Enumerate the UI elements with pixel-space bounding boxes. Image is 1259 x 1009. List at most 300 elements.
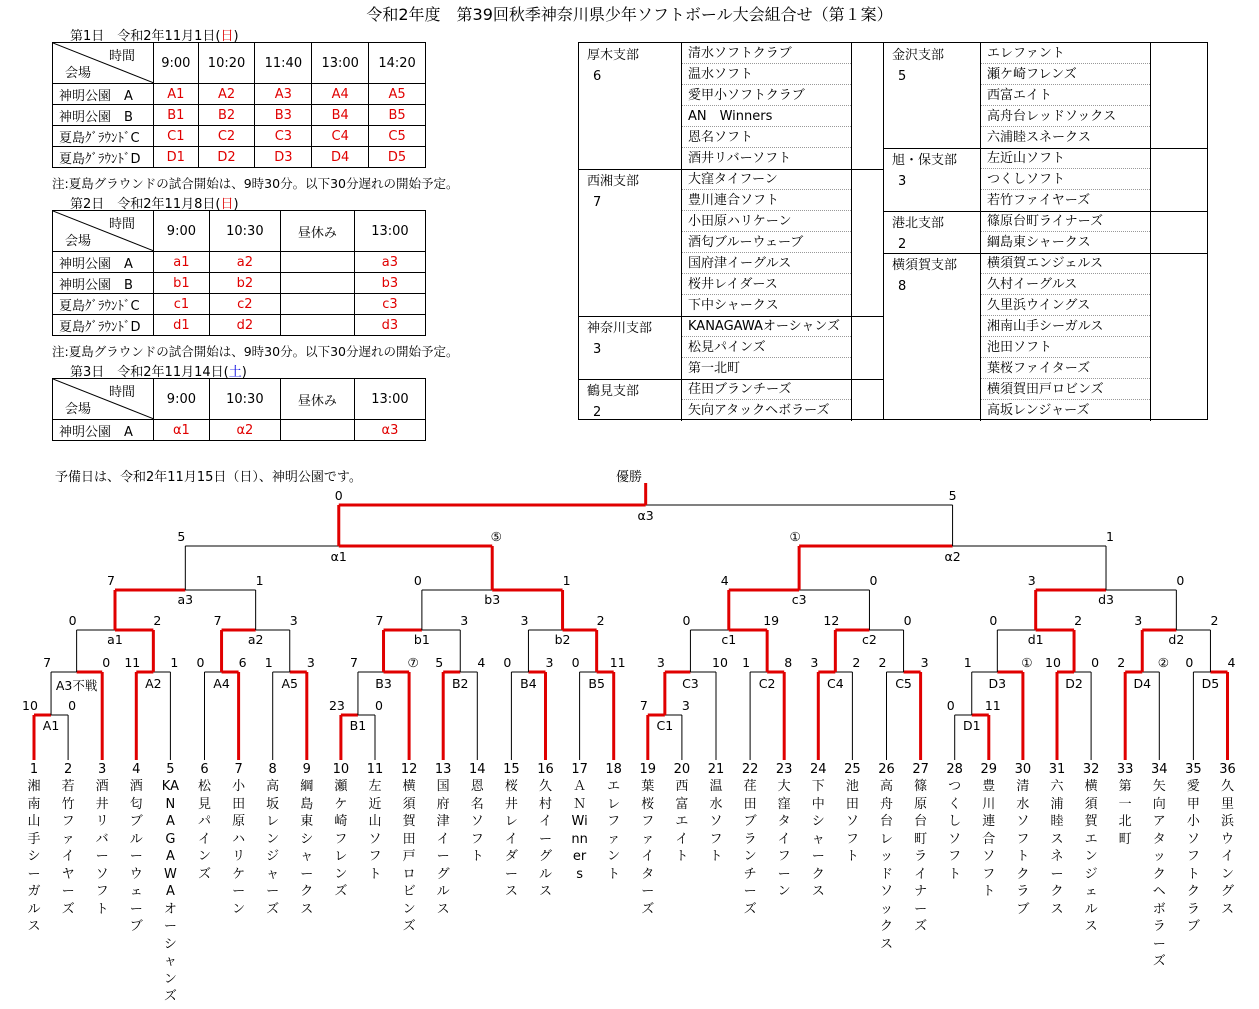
branch-count: 3 xyxy=(593,342,602,357)
score: 19 xyxy=(763,613,780,628)
team-name: 国府津イーグルス xyxy=(436,779,450,917)
score: 10 xyxy=(712,655,728,670)
team-number: 1 xyxy=(29,762,39,777)
score: 4 xyxy=(720,573,729,588)
day1-label: 第1日 令和2年11月1日( xyxy=(70,29,221,44)
team-entry xyxy=(434,762,452,918)
score: 2 xyxy=(1117,655,1126,670)
game-code: A4 xyxy=(312,84,369,105)
game-code: C3 xyxy=(255,126,312,147)
game-code: D3 xyxy=(255,147,312,168)
branch-team: 左近山ソフト xyxy=(981,148,1150,169)
score: 8 xyxy=(784,655,793,670)
team-number: 21 xyxy=(707,762,725,777)
first-round-label: C4 xyxy=(827,676,844,691)
score: 0 xyxy=(946,698,955,713)
prelim-label: C1 xyxy=(656,718,674,733)
page-title: 令和2年度 第39回秋季神奈川県少年ソフトボール大会組合せ（第１案） xyxy=(366,5,893,24)
quarter-label: b3 xyxy=(484,592,501,607)
day3-weekday: 土 xyxy=(228,365,242,380)
branch-team: 横須賀エンジェルス xyxy=(981,253,1150,274)
team-entry xyxy=(230,762,248,918)
branch-team: 大窪タイフーン xyxy=(682,169,851,190)
team-name: 高舟台レッドソックス xyxy=(879,779,893,952)
score: 7 xyxy=(213,613,222,628)
score: 1 xyxy=(963,655,972,670)
time-header: 昼休み xyxy=(280,379,354,420)
team-name: 桜井レイダース xyxy=(504,779,518,899)
team-entry xyxy=(298,762,316,918)
branch-team: 国府津イーグルス xyxy=(682,253,851,274)
branch-count: 8 xyxy=(898,279,907,294)
score: 1 xyxy=(170,655,179,670)
header-venue-label: 会場 xyxy=(65,402,92,417)
branch-team: 恩名ソフト xyxy=(682,127,851,148)
score: 2 xyxy=(1210,613,1219,628)
game-code: d2 xyxy=(209,315,280,336)
team-entry xyxy=(809,762,827,901)
branch-team: KANAGAWAオーシャンズ xyxy=(682,316,851,337)
time-header: 11:40 xyxy=(255,43,312,84)
team-name: 横須賀エンジェルス xyxy=(1084,779,1098,934)
team-name: 恩名ソフト xyxy=(470,779,484,864)
r16-label: b2 xyxy=(554,632,571,647)
reserve-day-note: 予備日は、令和2年11月15日（日）、神明公園です。 xyxy=(55,470,362,485)
score: 7 xyxy=(107,573,115,588)
first-round-label: B4 xyxy=(520,676,537,691)
score: 4 xyxy=(477,655,486,670)
game-code: d3 xyxy=(354,315,425,336)
score: 1 xyxy=(1106,529,1114,544)
team-number: 12 xyxy=(400,762,418,777)
game-code: α2 xyxy=(209,420,280,441)
team-number: 4 xyxy=(132,762,141,777)
quarter-label: d3 xyxy=(1098,592,1114,607)
score: 5 xyxy=(177,529,186,544)
game-code: A2 xyxy=(198,84,255,105)
team-number: 31 xyxy=(1048,762,1066,777)
venue-cell: 神明公園 A xyxy=(53,252,154,273)
score: 3 xyxy=(681,698,690,713)
score: 0 xyxy=(869,573,878,588)
score: 0 xyxy=(1091,655,1100,670)
r16-label: d1 xyxy=(1027,632,1044,647)
branch-team: 綱島東シャークス xyxy=(987,235,1091,250)
score: 3 xyxy=(920,655,929,670)
team-entry xyxy=(673,762,691,866)
team-number: 14 xyxy=(469,762,486,777)
team-name: 小田原ハリケーン xyxy=(232,779,246,917)
team-name: 横須賀田戸ロビンズ xyxy=(402,779,416,934)
first-round-label: D3 xyxy=(988,676,1007,691)
team-name: つくしソフト xyxy=(948,779,962,882)
first-round-label: C3 xyxy=(682,676,699,691)
day2-heading: 第2日 令和2年11月8日(日) xyxy=(70,197,239,212)
team-entry xyxy=(196,762,214,883)
score: 3 xyxy=(1134,613,1143,628)
team-number: 2 xyxy=(63,762,73,777)
score: 11 xyxy=(984,698,1001,713)
branch-team: 久里浜ウイングス xyxy=(981,295,1150,316)
branch-count: 3 xyxy=(898,174,907,189)
score: 3 xyxy=(460,613,469,628)
score: 0 xyxy=(903,613,912,628)
time-header: 昼休み xyxy=(280,211,354,252)
team-name: 瀬ケ崎フレンズ xyxy=(334,779,348,899)
team-number: 29 xyxy=(980,762,998,777)
team-entry xyxy=(332,762,350,901)
first-round-label: B2 xyxy=(451,676,469,691)
score: 11 xyxy=(609,655,626,670)
branch-team: 久村イーグルス xyxy=(981,274,1150,295)
game-code: a3 xyxy=(354,252,425,273)
team-number: 7 xyxy=(234,762,243,777)
game-code: B5 xyxy=(369,105,426,126)
time-header: 13:00 xyxy=(354,379,425,420)
branch-team: 温水ソフト xyxy=(682,64,851,85)
score: 3 xyxy=(289,613,298,628)
game-code: α1 xyxy=(154,420,210,441)
score: 0 xyxy=(196,655,205,670)
team-entry xyxy=(468,762,486,866)
score: 10 xyxy=(22,698,38,713)
score: 0 xyxy=(571,655,580,670)
score: ① xyxy=(789,529,801,544)
team-name: 矢向アタックヘボラーズ xyxy=(1152,779,1166,969)
first-round-label: A3不戦 xyxy=(55,678,98,693)
score: 0 xyxy=(68,698,77,713)
team-number: 5 xyxy=(166,762,175,777)
team-name: 下中シャークス xyxy=(811,779,825,899)
time-header: 9:00 xyxy=(154,379,210,420)
r16-label: a1 xyxy=(107,632,123,647)
team-name: 第一北町 xyxy=(1118,779,1132,847)
game-code: D5 xyxy=(369,147,426,168)
first-round-label: B3 xyxy=(375,676,392,691)
score: 11 xyxy=(124,655,141,670)
score: ⑦ xyxy=(407,655,419,670)
branch-team: 瀬ケ崎フレンズ xyxy=(981,64,1150,85)
day3-heading: 第3日 令和2年11月14日(土) xyxy=(70,365,247,380)
score: 1 xyxy=(562,573,571,588)
branch-team: 桜井レイダース xyxy=(682,274,851,295)
branch-team: 酒匂ブルーウェーブ xyxy=(682,232,851,253)
header-time-label: 時間 xyxy=(108,217,135,232)
quarter-label: c3 xyxy=(791,592,807,607)
score: 2 xyxy=(153,613,162,628)
start-time-note: 注:夏島グラウンドの試合開始は、9時30分。以下30分遅れの開始予定。 xyxy=(52,176,459,191)
team-entry xyxy=(1116,762,1134,848)
score: ② xyxy=(1157,655,1169,670)
score: 0 xyxy=(989,613,998,628)
semi-label: α2 xyxy=(944,549,961,564)
final-label: α3 xyxy=(637,508,654,523)
score: 10 xyxy=(1045,655,1061,670)
r16-label: c2 xyxy=(862,632,877,647)
score: 7 xyxy=(639,698,648,713)
team-entry xyxy=(741,762,759,918)
team-number: 23 xyxy=(775,762,793,777)
team-entry xyxy=(946,762,964,883)
team-number: 35 xyxy=(1185,762,1202,777)
score: 2 xyxy=(878,655,887,670)
venue-cell: 夏島ｸﾞﾗｳﾝﾄﾞD xyxy=(53,147,154,168)
branch-count: 2 xyxy=(898,237,907,252)
team-number: 6 xyxy=(200,762,209,777)
branch-team: 豊川連合ソフト xyxy=(682,190,851,211)
venue-cell: 神明公園 B xyxy=(53,105,154,126)
venue-cell: 夏島ｸﾞﾗｳﾝﾄﾞD xyxy=(53,315,154,336)
branch-team: つくしソフト xyxy=(981,169,1150,190)
team-name: KANAGAWAオーシャンズ xyxy=(161,779,179,1004)
branch-title: 横須賀支部 xyxy=(892,258,958,273)
prelim-label: B1 xyxy=(349,718,367,733)
team-number: 26 xyxy=(878,762,895,777)
game-code: a1 xyxy=(154,252,210,273)
team-entry xyxy=(639,762,657,918)
team-entry xyxy=(980,762,998,901)
team-name: 温水ソフト xyxy=(709,779,723,864)
team-name: 池田ソフト xyxy=(845,779,859,864)
team-number: 8 xyxy=(268,762,277,777)
score: 1 xyxy=(264,655,273,670)
branch-team: 横須賀田戸ロビンズ xyxy=(981,379,1150,400)
game-code: c1 xyxy=(154,294,210,315)
score: 3 xyxy=(656,655,665,670)
day2-label: 第2日 令和2年11月8日( xyxy=(70,197,221,212)
score: 0 xyxy=(413,573,422,588)
score: 0 xyxy=(1176,573,1185,588)
team-number: 9 xyxy=(302,762,311,777)
game-code: b2 xyxy=(209,273,280,294)
team-name: 愛甲小ソフトクラブ xyxy=(1186,779,1200,934)
game-code: A5 xyxy=(369,84,426,105)
game-code: B4 xyxy=(312,105,369,126)
game-code: b3 xyxy=(354,273,425,294)
team-entry xyxy=(571,762,600,883)
game-code: D4 xyxy=(312,147,369,168)
first-round-label: D2 xyxy=(1065,676,1083,691)
header-venue-label: 会場 xyxy=(65,66,92,81)
game-code: D2 xyxy=(198,147,255,168)
score: 1 xyxy=(255,573,264,588)
team-number: 16 xyxy=(537,762,554,777)
first-round-label: A5 xyxy=(281,676,299,691)
team-name: 酒井リバーソフト xyxy=(95,779,109,917)
score: ① xyxy=(1021,655,1033,670)
game-code: C4 xyxy=(312,126,369,147)
branch-team: 葉桜ファイターズ xyxy=(981,358,1150,379)
time-header: 14:20 xyxy=(369,43,426,84)
branch-team: 小田原ハリケーン xyxy=(682,211,851,232)
game-code: a2 xyxy=(209,252,280,273)
team-name: エレファント xyxy=(607,779,621,882)
team-number: 18 xyxy=(605,762,622,777)
team-number: 11 xyxy=(366,762,384,777)
prelim-label: D1 xyxy=(962,718,981,733)
team-number: 13 xyxy=(434,762,452,777)
branch-team: 高坂レンジャーズ xyxy=(987,403,1090,418)
team-entry xyxy=(366,762,384,883)
r16-label: d2 xyxy=(1168,632,1185,647)
score: 5 xyxy=(435,655,444,670)
team-number: 27 xyxy=(912,762,929,777)
game-code: C1 xyxy=(154,126,199,147)
branch-title: 鶴見支部 xyxy=(587,384,640,399)
team-name: 高坂レンジャーズ xyxy=(266,779,280,917)
team-entry xyxy=(878,762,896,953)
game-code: B2 xyxy=(198,105,255,126)
r16-label: b1 xyxy=(413,632,430,647)
team-number: 24 xyxy=(810,762,827,777)
quarter-label: a3 xyxy=(177,592,194,607)
branch-team: AN Winners xyxy=(682,106,851,127)
day1-weekday: 日 xyxy=(220,29,234,44)
branch-team: 下中シャークス xyxy=(688,298,779,313)
game-code: c2 xyxy=(209,294,280,315)
score: ⑤ xyxy=(490,529,502,544)
score: 3 xyxy=(520,613,529,628)
branch-team: 愛甲小ソフトクラブ xyxy=(682,85,851,106)
team-name: 西富エイト xyxy=(675,779,689,864)
game-code: A3 xyxy=(255,84,312,105)
team-entry xyxy=(264,762,282,918)
game-code: b1 xyxy=(154,273,210,294)
game-code: D1 xyxy=(154,147,199,168)
score: 7 xyxy=(43,655,52,670)
branch-team: 酒井リバーソフト xyxy=(688,151,792,166)
team-name: 酒匂ブルーウェーブ xyxy=(129,779,143,934)
score: 23 xyxy=(328,698,345,713)
team-entry xyxy=(1014,762,1032,918)
team-name: 久里浜ウイングス xyxy=(1220,779,1234,917)
first-round-label: A4 xyxy=(213,676,230,691)
time-header: 9:00 xyxy=(154,43,199,84)
branch-team: 矢向アタックヘボラーズ xyxy=(688,403,830,418)
score: 2 xyxy=(596,613,605,628)
team-number: 20 xyxy=(673,762,691,777)
team-entry xyxy=(1219,762,1237,918)
team-name: 松見パインズ xyxy=(197,779,211,882)
team-entry xyxy=(843,762,861,866)
team-entry xyxy=(1184,762,1202,936)
score: 4 xyxy=(1227,655,1236,670)
time-header: 9:00 xyxy=(154,211,210,252)
team-entry xyxy=(25,762,43,936)
game-code: B1 xyxy=(154,105,199,126)
game-code: c3 xyxy=(354,294,425,315)
score: 0 xyxy=(334,488,343,503)
branch-title: 厚木支部 xyxy=(587,48,640,63)
score: 7 xyxy=(375,613,384,628)
score: 0 xyxy=(102,655,111,670)
branch-team: 松見パインズ xyxy=(682,337,851,358)
branch-count: 7 xyxy=(593,195,602,210)
branch-team: エレファント xyxy=(981,43,1150,64)
team-name: ＡＮ Winners xyxy=(571,779,600,882)
header-time-label: 時間 xyxy=(108,385,135,400)
time-header: 10:30 xyxy=(209,379,280,420)
team-entry xyxy=(912,762,930,936)
r16-label: c1 xyxy=(721,632,737,647)
branch-count: 5 xyxy=(898,69,907,84)
team-number: 3 xyxy=(98,762,107,777)
time-header: 10:30 xyxy=(209,211,280,252)
branch-team: 荏田ブランチーズ xyxy=(682,379,851,400)
venue-cell: 夏島ｸﾞﾗｳﾝﾄﾞC xyxy=(53,126,154,147)
first-round-label: C5 xyxy=(895,676,912,691)
first-round-label: D4 xyxy=(1133,676,1152,691)
score: 3 xyxy=(545,655,554,670)
first-round-label: B5 xyxy=(588,676,605,691)
score: 3 xyxy=(1027,573,1036,588)
branch-count: 2 xyxy=(593,405,602,420)
team-name: 久村イーグルス xyxy=(538,779,552,899)
semi-label: α1 xyxy=(330,549,347,564)
branch-count: 6 xyxy=(593,69,602,84)
team-entry xyxy=(1082,762,1100,936)
game-code: α3 xyxy=(354,420,425,441)
team-entry xyxy=(1048,762,1066,918)
team-entry xyxy=(775,762,793,901)
game-code: A1 xyxy=(154,84,199,105)
time-header: 13:00 xyxy=(312,43,369,84)
team-entry xyxy=(605,762,623,883)
day3-label: 第3日 令和2年11月14日( xyxy=(70,365,229,380)
team-number: 34 xyxy=(1151,762,1168,777)
score: 3 xyxy=(810,655,819,670)
team-number: 30 xyxy=(1014,762,1032,777)
team-name: 荏田ブランチーズ xyxy=(743,779,757,917)
time-header: 10:20 xyxy=(198,43,255,84)
team-number: 17 xyxy=(571,762,588,777)
game-code: C5 xyxy=(369,126,426,147)
venue-cell: 夏島ｸﾞﾗｳﾝﾄﾞC xyxy=(53,294,154,315)
score: 0 xyxy=(503,655,512,670)
team-entry xyxy=(59,762,77,918)
score: 0 xyxy=(68,613,77,628)
branch-team: 湘南山手シーガルス xyxy=(981,316,1150,337)
r16-label: a2 xyxy=(247,632,264,647)
team-number: 32 xyxy=(1082,762,1100,777)
team-entry xyxy=(537,762,555,901)
branch-title: 金沢支部 xyxy=(892,48,945,63)
first-round-label: C2 xyxy=(758,676,776,691)
team-name: 六浦睦スネークス xyxy=(1050,779,1064,917)
team-name: 綱島東シャークス xyxy=(300,779,314,917)
score: 5 xyxy=(948,488,957,503)
team-name: 豊川連合ソフト xyxy=(982,779,996,899)
branch-team: 西富エイト xyxy=(981,85,1150,106)
game-code: B3 xyxy=(255,105,312,126)
champion-label: 優勝 xyxy=(616,470,643,485)
header-venue-label: 会場 xyxy=(65,234,92,249)
team-entry xyxy=(161,762,179,1006)
team-number: 22 xyxy=(741,762,759,777)
branch-title: 西湘支部 xyxy=(587,174,640,189)
team-number: 28 xyxy=(946,762,963,777)
score: 7 xyxy=(349,655,358,670)
venue-cell: 神明公園 A xyxy=(53,84,154,105)
score: 12 xyxy=(823,613,840,628)
first-round-label: D5 xyxy=(1201,676,1220,691)
team-entry xyxy=(707,762,725,866)
team-entry xyxy=(1150,762,1168,971)
branch-team: 篠原台町ライナーズ xyxy=(981,211,1150,232)
team-name: 葉桜ファイターズ xyxy=(641,779,655,917)
branch-title: 神奈川支部 xyxy=(587,321,653,336)
score: 2 xyxy=(1074,613,1083,628)
